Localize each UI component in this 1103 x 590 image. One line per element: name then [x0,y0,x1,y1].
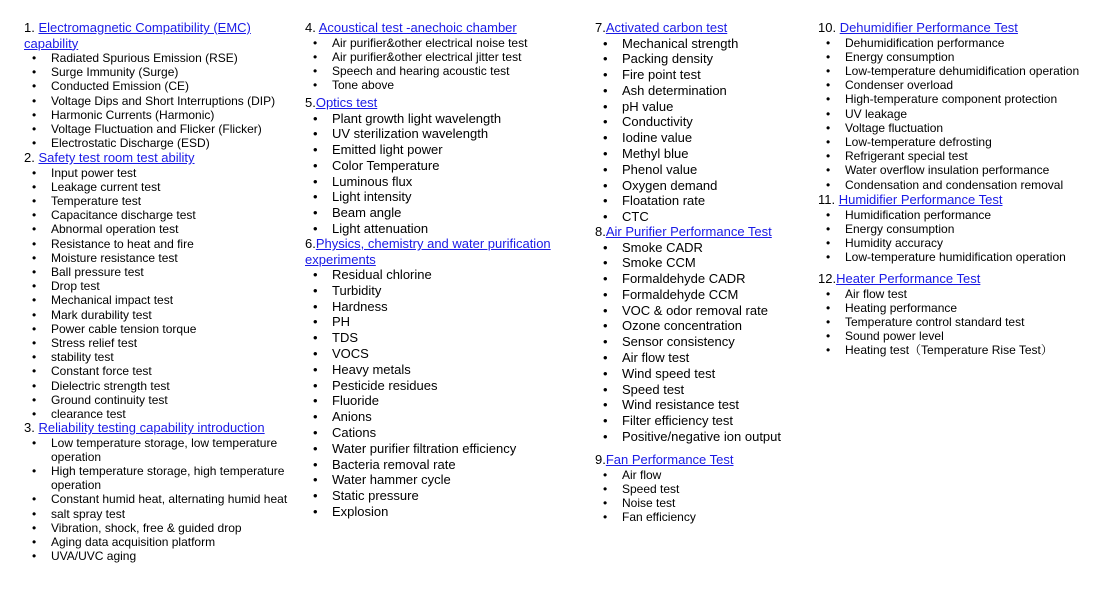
list-item: • Formaldehyde CCM [595,287,805,303]
list-item: • Heating test（Temperature Rise Test） [818,343,1098,357]
list-item: • Filter efficiency test [595,413,805,429]
section-heading [305,236,555,267]
list-item: • Sound power level [818,329,1098,343]
list-item: • Stress relief test [24,336,294,350]
section-link-optics[interactable]: Optics test [315,95,378,110]
item-list [24,51,294,150]
list-item: • Speech and hearing acoustic test [305,64,555,78]
section-dehumidifier [818,20,1098,192]
list-item: • Packing density [595,51,805,67]
list-item: • Static pressure [305,488,555,504]
list-item: • Emitted light power [305,142,555,158]
list-item: • Phenol value [595,162,805,178]
section-link-emc[interactable]: Electromagnetic Compatibility (EMC) capability [24,20,251,51]
list-item: • Water overflow insulation performance [818,163,1098,177]
list-item: • Iodine value [595,130,805,146]
section-number: 4. [305,20,319,35]
list-item: • Mark durability test [24,308,294,322]
section-number: 8. [595,224,606,239]
item-list [305,36,555,93]
section-heading [24,150,294,166]
list-item: • Beam angle [305,205,555,221]
list-item: • Low-temperature defrosting [818,135,1098,149]
list-item: • CTC [595,209,805,225]
list-item: • Air purifier&other electrical jitter test [305,50,555,64]
list-item: • Conducted Emission (CE) [24,79,294,93]
item-list [305,111,555,237]
list-item: • Aging data acquisition platform [24,535,294,549]
list-item: • Water purifier filtration efficiency [305,441,555,457]
list-item: • Hardness [305,299,555,315]
list-item: • Plant growth light wavelength [305,111,555,127]
list-item: • Fan efficiency [595,510,805,524]
list-item: • Humidification performance [818,208,1098,222]
list-item: • Condenser overload [818,78,1098,92]
list-item: • Mechanical strength [595,36,805,52]
list-item: • TDS [305,330,555,346]
list-item: • pH value [595,99,805,115]
section-safety [24,150,294,421]
section-number: 11. [818,192,839,207]
section-link-fan[interactable]: Fan Performance Test [605,452,734,467]
list-item: • Positive/negative ion output [595,429,805,445]
section-link-dehumidifier[interactable]: Dehumidifier Performance Test [839,20,1018,35]
section-number: 7. [595,20,606,35]
list-item: • Surge Immunity (Surge) [24,65,294,79]
list-item: • Power cable tension torque [24,322,294,336]
section-reliability [24,420,294,563]
list-item: • Low-temperature humidification operation [818,250,1098,264]
list-item: • Methyl blue [595,146,805,162]
list-item: • Dielectric strength test [24,379,294,393]
section-heading [818,192,1098,208]
list-item: • Residual chlorine [305,267,555,283]
list-item: • Air flow test [595,350,805,366]
section-link-air-purifier[interactable]: Air Purifier Performance Test [605,224,772,239]
section-number: 12. [818,271,837,286]
list-item: • Explosion [305,504,555,520]
list-item: • Fluoride [305,393,555,409]
section-heading [595,20,805,36]
section-humidifier [818,192,1098,264]
list-item: • Constant force test [24,364,294,378]
list-item: • Temperature control standard test [818,315,1098,329]
list-item: • Low-temperature dehumidification operation [818,64,1098,78]
section-link-activated-carbon[interactable]: Activated carbon test [605,20,728,35]
section-optics [305,95,555,237]
list-item: • Voltage fluctuation [818,121,1098,135]
list-item: • Light attenuation [305,221,555,237]
list-item: • Drop test [24,279,294,293]
list-item: • Cations [305,425,555,441]
item-list [818,287,1098,358]
list-item: • Temperature test [24,194,294,208]
list-item: • Ozone concentration [595,318,805,334]
list-item: • Color Temperature [305,158,555,174]
list-item: • Smoke CADR [595,240,805,256]
list-item: • Input power test [24,166,294,180]
list-item: • Floatation rate [595,193,805,209]
list-item: • salt spray test [24,507,294,521]
list-item: • High-temperature component protection [818,92,1098,106]
list-item: • Fire point test [595,67,805,83]
list-item: • UV sterilization wavelength [305,126,555,142]
list-item: • Speed test [595,482,805,496]
section-number: 2. [24,150,39,165]
list-item: • Voltage Dips and Short Interruptions (DIP) [24,94,294,108]
list-item: • Condensation and condensation removal [818,178,1098,192]
item-list [818,208,1098,265]
item-list [24,166,294,422]
section-number: 6. [305,236,316,251]
item-list [818,36,1098,192]
list-item: • Anions [305,409,555,425]
item-list [595,468,805,525]
list-item: • Electrostatic Discharge (ESD) [24,136,294,150]
section-heading [818,20,1098,36]
list-item: • Light intensity [305,189,555,205]
list-item: • Resistance to heat and fire [24,237,294,251]
list-item: • VOC & odor removal rate [595,303,805,319]
list-item: • Energy consumption [818,222,1098,236]
section-link-heater[interactable]: Heater Performance Test [836,271,981,286]
list-item: • Low temperature storage, low temperature operation [24,436,294,464]
list-item: • Voltage Fluctuation and Flicker (Flicker) [24,122,294,136]
list-item: • clearance test [24,407,294,421]
list-item: • Heavy metals [305,362,555,378]
list-item: • Wind speed test [595,366,805,382]
section-heading [595,452,805,468]
list-item: • Wind resistance test [595,397,805,413]
list-item: • Luminous flux [305,174,555,190]
list-item: • Smoke CCM [595,255,805,271]
list-item: • Humidity accuracy [818,236,1098,250]
item-list [24,436,294,564]
list-item: • Conductivity [595,114,805,130]
section-number: 1. [24,20,39,35]
list-item: • Mechanical impact test [24,293,294,307]
list-item: • Ash determination [595,83,805,99]
section-air-purifier [595,224,805,445]
section-fan [595,452,805,524]
section-heading [595,224,805,240]
list-item: • Energy consumption [818,50,1098,64]
list-item: • Bacteria removal rate [305,457,555,473]
section-link-reliability[interactable]: Reliability testing capability introduction [38,420,265,435]
section-heading [305,95,555,111]
list-item: • Pesticide residues [305,378,555,394]
list-item: • Air flow test [818,287,1098,301]
section-acoustical [305,20,555,92]
list-item: • Ground continuity test [24,393,294,407]
list-item: • Refrigerant special test [818,149,1098,163]
section-number: 3. [24,420,39,435]
list-item: • Oxygen demand [595,178,805,194]
section-heading [24,20,294,51]
section-heater [818,271,1098,358]
list-item: • Water hammer cycle [305,472,555,488]
section-number: 10. [818,20,840,35]
list-item: • stability test [24,350,294,364]
list-item: • Sensor consistency [595,334,805,350]
list-item: • Turbidity [305,283,555,299]
list-item: • PH [305,314,555,330]
list-item: • Harmonic Currents (Harmonic) [24,108,294,122]
list-item: • Ball pressure test [24,265,294,279]
section-heading [24,420,294,436]
item-list [595,240,805,445]
list-item: • UV leakage [818,107,1098,121]
item-list [305,267,555,520]
section-link-physics-chemistry[interactable]: Physics, chemistry and water purification experiments [305,236,551,267]
section-link-humidifier[interactable]: Humidifier Performance Test [838,192,1003,207]
list-item: • Heating performance [818,301,1098,315]
list-item: • Formaldehyde CADR [595,271,805,287]
section-number: 5. [305,95,316,110]
list-item: • Abnormal operation test [24,222,294,236]
list-item: • Moisture resistance test [24,251,294,265]
section-heading [305,20,555,36]
list-item: • Air flow [595,468,805,482]
list-item: • Noise test [595,496,805,510]
list-item: • Capacitance discharge test [24,208,294,222]
section-link-safety[interactable]: Safety test room test ability [38,150,195,165]
section-activated-carbon [595,20,805,225]
section-emc [24,20,294,150]
section-link-acoustical[interactable]: Acoustical test -anechoic chamber [318,20,517,35]
list-item: • Dehumidification performance [818,36,1098,50]
list-item: • High temperature storage, high temperature operation [24,464,294,492]
list-item: • VOCS [305,346,555,362]
section-heading [818,271,1098,287]
item-list [595,36,805,226]
section-physics-chemistry [305,236,555,520]
list-item: • Air purifier&other electrical noise test [305,36,555,50]
list-item: • Vibration, shock, free & guided drop [24,521,294,535]
list-item: • Tone above [305,78,555,92]
list-item: • Leakage current test [24,180,294,194]
section-number: 9. [595,452,606,467]
list-item: • Radiated Spurious Emission (RSE) [24,51,294,65]
list-item: • UVA/UVC aging [24,549,294,563]
list-item: • Speed test [595,382,805,398]
list-item: • Constant humid heat, alternating humid heat [24,492,294,506]
